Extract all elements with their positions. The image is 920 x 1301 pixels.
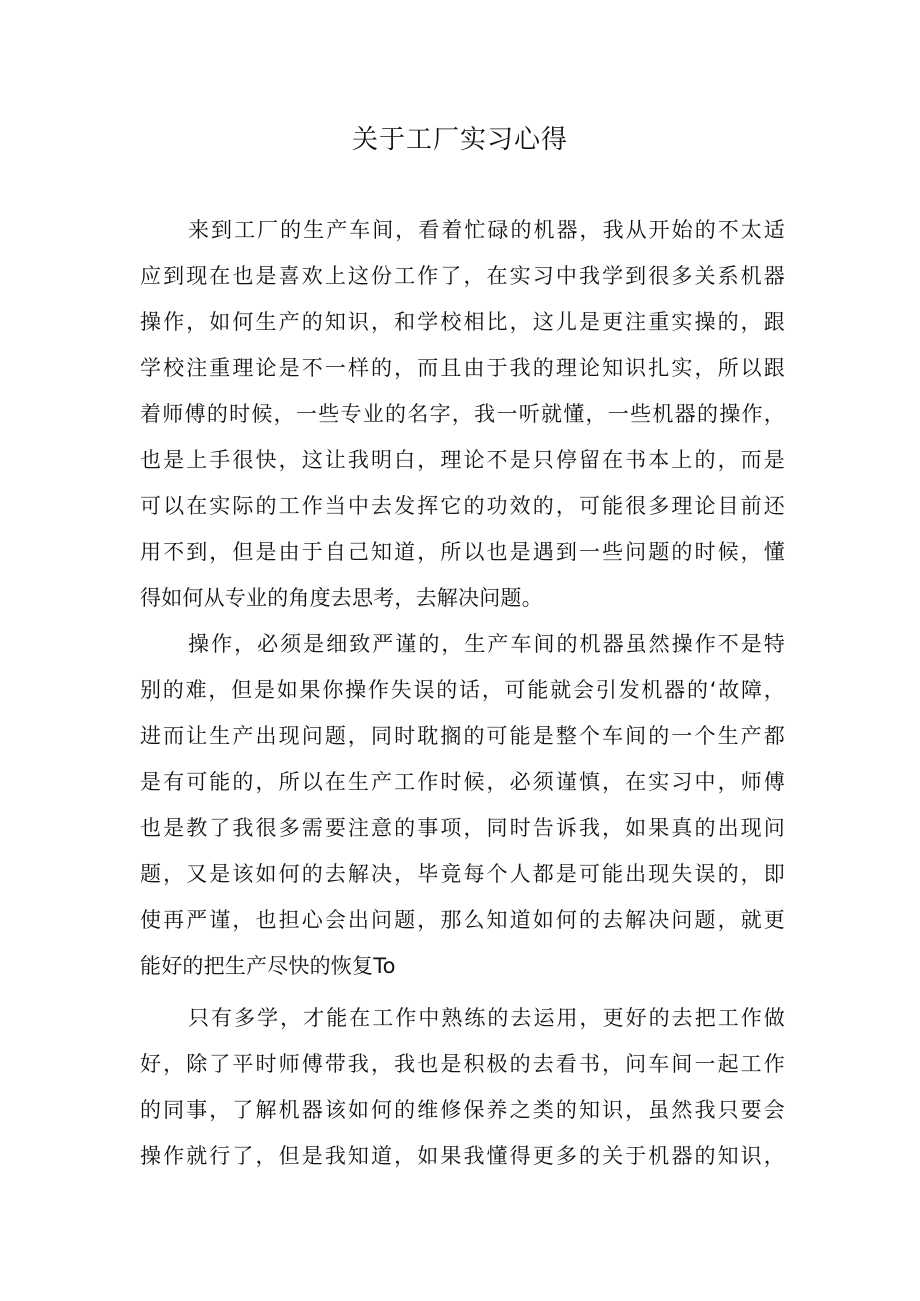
paragraph-line: 也是教了我很多需要注意的事项，同时告诉我，如果真的出现问 (140, 816, 785, 840)
paragraph-3 (140, 995, 785, 1179)
paragraph-line: 学校注重理论是不一样的，而且由于我的理论知识扎实，所以跟 (140, 356, 785, 380)
paragraph-2 (140, 621, 785, 989)
paragraph-line: 着师傅的时候，一些专业的名字，我一听就懂，一些机器的操作， (140, 402, 785, 426)
paragraph-line: 操作，必须是细致严谨的，生产车间的机器虽然操作不是特 (188, 632, 785, 656)
paragraph-line: 别的难，但是如果你操作失误的话，可能就会引发机器的‘故障， (140, 678, 785, 702)
paragraph-line: 是有可能的，所以在生产工作时候，必须谨慎，在实习中，师傅 (140, 770, 785, 794)
paragraph-line: 来到工厂的生产车间，看着忙碌的机器，我从开始的不太适 (188, 218, 785, 242)
paragraph-line: 用不到，但是由于自己知道，所以也是遇到一些问题的时候，懂 (140, 540, 785, 564)
document-title: 关于工厂实习心得 (351, 125, 568, 155)
paragraph-line: 得如何从专业的角度去思考，去解决问题。 (140, 586, 543, 610)
paragraph-line: 应到现在也是喜欢上这份工作了，在实习中我学到很多关系机器 (140, 264, 785, 288)
paragraph-line: 也是上手很快，这让我明白，理论不是只停留在书本上的，而是 (140, 448, 785, 472)
paragraph-1 (140, 207, 785, 621)
paragraph-line: 可以在实际的工作当中去发挥它的功效的，可能很多理论目前还 (140, 494, 785, 518)
paragraph-line: 好，除了平时师傅带我，我也是积极的去看书，问车间一起工作 (140, 1052, 785, 1076)
paragraph-line: 使再严谨，也担心会出问题，那么知道如何的去解决问题，就更 (140, 908, 785, 932)
paragraph-line: 只有多学，才能在工作中熟练的去运用，更好的去把工作做 (188, 1006, 785, 1030)
paragraph-line: 进而让生产出现问题，同时耽搁的可能是整个车间的一个生产都 (140, 724, 785, 748)
paragraph-line: 操作，如何生产的知识，和学校相比，这儿是更注重实操的，跟 (140, 310, 785, 334)
paragraph-line: 题，又是该如何的去解决，毕竟每个人都是可能出现失误的，即 (140, 862, 785, 886)
paragraph-line: 能好的把生产尽快的恢复To (140, 954, 396, 978)
paragraph-line: 操作就行了，但是我知道，如果我懂得更多的关于机器的知识， (140, 1144, 785, 1168)
paragraph-line: 的同事，了解机器该如何的维修保养之类的知识，虽然我只要会 (140, 1098, 785, 1122)
